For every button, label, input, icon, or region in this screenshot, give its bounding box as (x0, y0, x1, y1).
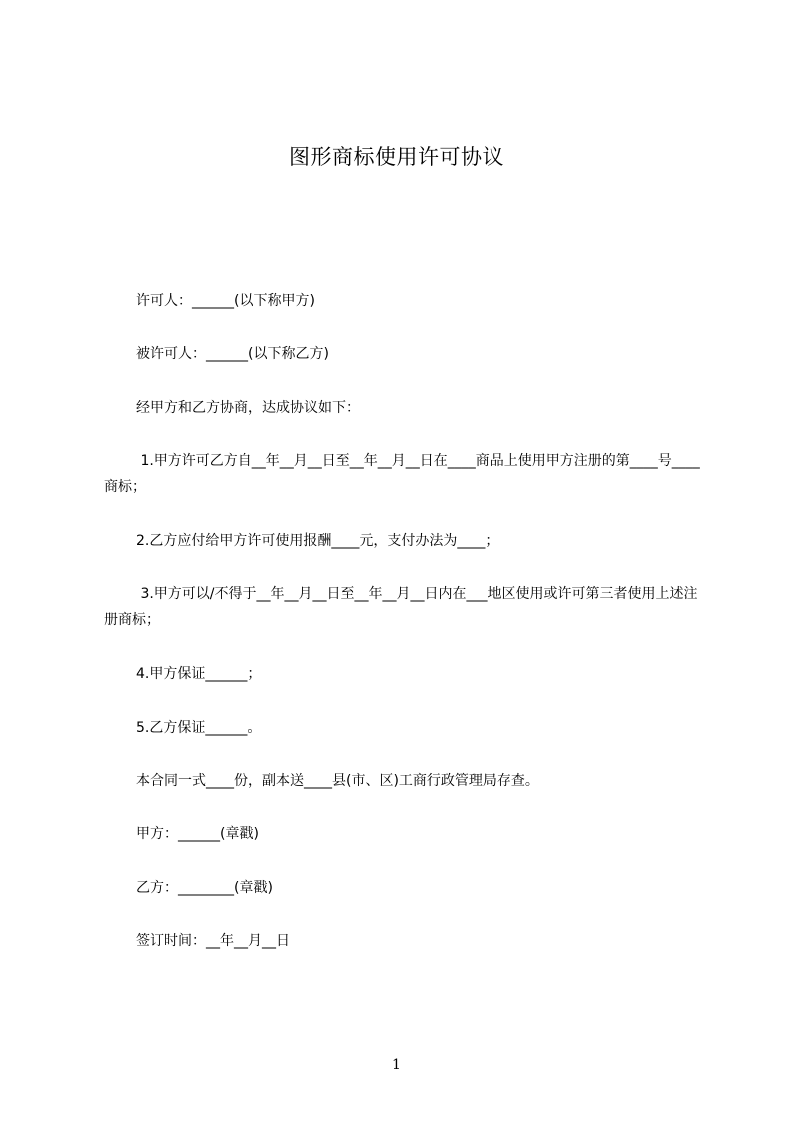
party-b-signature: 乙方：________(章戳) (136, 880, 273, 896)
clause-2: 2.乙方应付给甲方许可使用报酬____元，支付办法为____； (136, 533, 500, 549)
signing-date: 签订时间：__年__月__日 (136, 933, 290, 949)
clause-5: 5.乙方保证______。 (136, 720, 262, 736)
party-a-signature: 甲方：______(章戳) (136, 826, 259, 842)
licensee-line: 被许可人：______(以下称乙方) (136, 346, 329, 362)
clause-3: 3.甲方可以/不得于__年__月__日至__年__月__日内在___地区使用或许可第三者使用上述注册商标； (104, 586, 698, 628)
clause-4: 4.甲方保证______； (136, 666, 262, 682)
copies-clause: 本合同一式____份，副本送____县(市、区)工商行政管理局存查。 (136, 773, 539, 789)
document-title: 图形商标使用许可协议 (289, 145, 504, 169)
page-number: 1 (392, 1057, 401, 1073)
licensor-line: 许可人：______(以下称甲方) (136, 293, 315, 309)
clause-1: 1.甲方许可乙方自__年__月__日至__年__月__日在____商品上使用甲方注册的第____号____商标； (104, 453, 700, 495)
agreement-intro: 经甲方和乙方协商，达成协议如下： (136, 400, 360, 416)
